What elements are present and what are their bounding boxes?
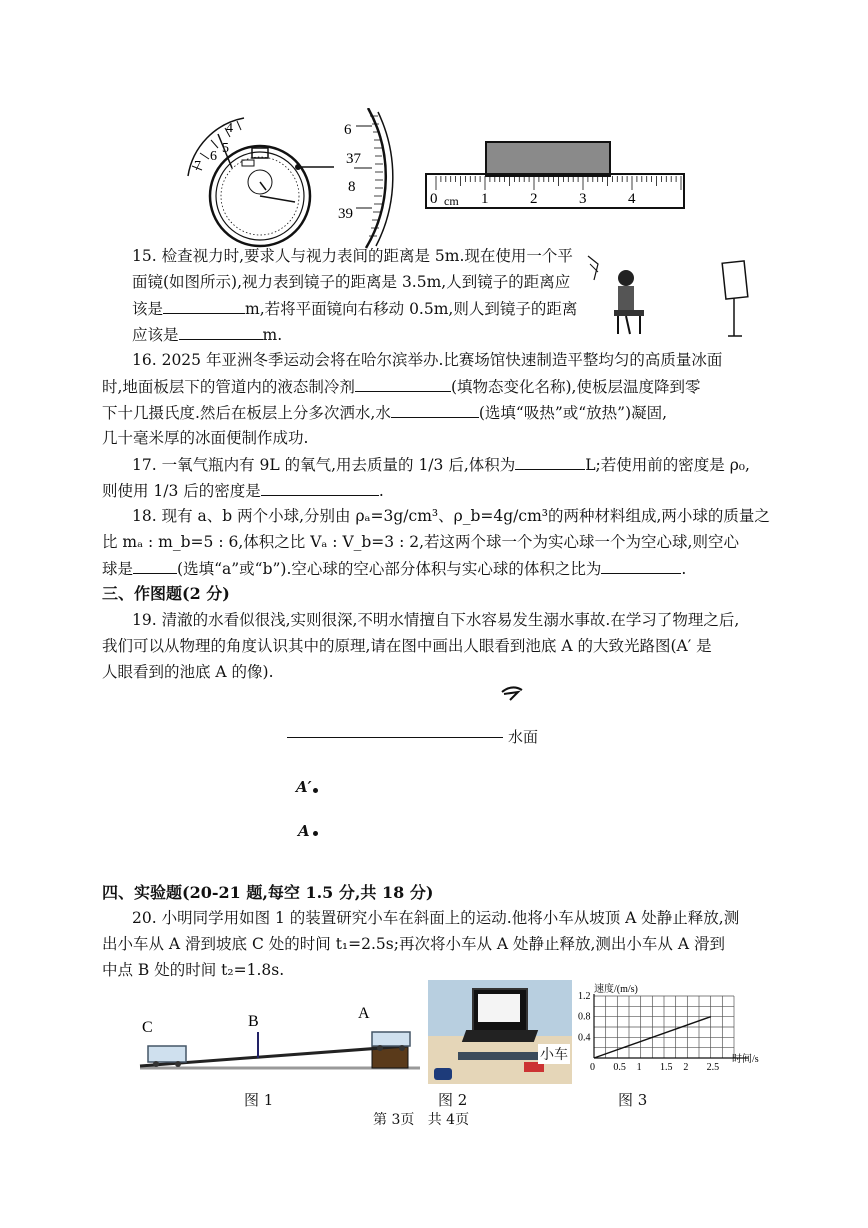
q17-line-2-b: . bbox=[378, 482, 384, 500]
ruler-label-2: 2 bbox=[530, 191, 538, 207]
q16-line-3-b: (选填“吸热”或“放热”)凝固, bbox=[478, 404, 668, 422]
q20-line-2: 出小车从 A 滑到坡底 C 处的时间 t₁=2.5s;再次将小车从 A 处静止释放,测出小车从 A 滑到 bbox=[102, 935, 725, 953]
q19-line-3: 人眼看到的池底 A 的像). bbox=[102, 663, 274, 681]
q16-blank-2[interactable] bbox=[391, 399, 479, 418]
q15-line-2: 面镜(如图所示),视力表到镜子的距离是 3.5m,人到镜子的距离应 bbox=[132, 273, 571, 291]
ruler-label-3: 3 bbox=[579, 191, 587, 207]
chart-x-tick-label: 0 bbox=[590, 1062, 595, 1073]
q17-line-1-a: 17. 一氧气瓶内有 9L 的氧气,用去质量的 1/3 后,体积为 bbox=[132, 456, 516, 474]
chart-x-tick-label: 1.5 bbox=[660, 1062, 673, 1073]
q15-blank-1[interactable] bbox=[163, 295, 245, 314]
stopwatch-figure bbox=[180, 108, 396, 250]
chart-x-tick-label: 2 bbox=[683, 1062, 689, 1073]
chart-x-tick-label: 0.5 bbox=[613, 1062, 626, 1073]
image-point-label: A′ bbox=[296, 778, 312, 796]
incline-label-a: A bbox=[358, 1005, 370, 1022]
q18-line-3-c: . bbox=[681, 560, 687, 578]
q18-line-3-b: (选填“a”或“b”).空心球的空心部分体积与实心球的体积之比为 bbox=[177, 560, 602, 578]
incline-label-c: C bbox=[142, 1019, 153, 1036]
incline-label-b: B bbox=[248, 1013, 259, 1030]
ruler-label-4: 4 bbox=[628, 191, 636, 207]
water-surface-label: 水面 bbox=[508, 728, 539, 746]
outer-scale-8: 8 bbox=[348, 179, 356, 195]
chart-x-tick-label: 2.5 bbox=[706, 1062, 720, 1073]
ruler-body bbox=[426, 174, 684, 208]
q15-line-3-b: m,若将平面镜向右移动 0.5m,则人到镜子的距离 bbox=[245, 300, 578, 318]
q16-line-2-a: 时,地面板层下的管道内的液态制冷剂 bbox=[102, 378, 355, 396]
laptop-base bbox=[462, 1030, 538, 1042]
q15-line-4-b: m. bbox=[262, 326, 283, 344]
q16-line-2 bbox=[102, 373, 700, 400]
section-4-heading: 四、实验题(20-21 题,每空 1.5 分,共 18 分) bbox=[102, 883, 434, 902]
q16-line-3-a: 下十几摄氏度.然后在板层上分多次洒水,水 bbox=[102, 404, 391, 422]
ruler-label-1: 1 bbox=[481, 191, 489, 207]
image-point-dot bbox=[313, 788, 318, 793]
outer-scale-6: 6 bbox=[344, 122, 352, 138]
water-surface-line bbox=[287, 737, 503, 738]
q17-blank-1[interactable] bbox=[515, 451, 585, 470]
figure-2-caption: 图 2 bbox=[438, 1091, 468, 1109]
q16-line-4: 几十毫米厚的冰面便制作成功. bbox=[102, 429, 309, 447]
inner-scale-4: 4 bbox=[226, 121, 233, 136]
chart-y-tick-label: 0.4 bbox=[578, 1032, 591, 1044]
object-point-dot bbox=[313, 831, 318, 836]
q15-blank-2[interactable] bbox=[179, 321, 263, 340]
q15-line-3 bbox=[132, 295, 577, 322]
q16-line-3 bbox=[102, 399, 667, 426]
q17-line-1 bbox=[132, 451, 750, 478]
q18-line-1: 18. 现有 a、b 两个小球,分别由 ρₐ=3g/cm³、ρ_b=4g/cm³的两种材料组成,两小球的质量之 bbox=[132, 507, 770, 525]
q15-line-3-a: 该是 bbox=[132, 300, 164, 318]
q15-line-1: 15. 检查视力时,要求人与视力表间的距离是 5m.现在使用一个平 bbox=[132, 247, 573, 265]
inner-scale-7: 7 bbox=[194, 159, 201, 174]
q18-line-2: 比 mₐ : m_b=5 : 6,体积之比 Vₐ : V_b=3 : 2,若这两个球一个为实心球一个为空心球,则空心 bbox=[102, 533, 739, 551]
q20-line-1: 20. 小明同学用如图 1 的装置研究小车在斜面上的运动.他将小车从坡顶 A 处静止释放,测 bbox=[132, 909, 740, 927]
q17-line-2 bbox=[102, 477, 384, 504]
q17-blank-2[interactable] bbox=[261, 477, 379, 496]
vt-chart bbox=[574, 982, 770, 1092]
chart-y-tick-label: 0.8 bbox=[578, 1011, 591, 1023]
cart-at-a bbox=[372, 1032, 410, 1046]
q15-line-4 bbox=[132, 321, 282, 348]
outer-scale-39: 39 bbox=[338, 206, 353, 222]
experiment-photo bbox=[428, 980, 572, 1084]
chart-x-tick-label: 1 bbox=[636, 1062, 642, 1073]
q16-line-2-b: (填物态变化名称),使板层温度降到零 bbox=[450, 378, 701, 396]
chart-ylabel: 速度/(m/s) bbox=[594, 984, 638, 995]
q15-line-4-a: 应该是 bbox=[132, 326, 179, 344]
q16-line-1: 16. 2025 年亚洲冬季运动会将在哈尔滨举办.比赛场馆快速制造平整均匀的高质量冰面 bbox=[132, 351, 723, 369]
chart-y-tick-label: 1.2 bbox=[578, 991, 591, 1002]
q17-line-1-b: L;若使用前的密度是 ρ₀, bbox=[585, 456, 750, 474]
q20-line-3: 中点 B 处的时间 t₂=1.8s. bbox=[102, 961, 285, 979]
eye-test-figure bbox=[584, 250, 754, 342]
q19-line-1: 19. 清澈的水看似很浅,实则很深,不明水情擅自下水容易发生溺水事故.在学习了物理之后, bbox=[132, 611, 740, 629]
ruler-label-0: 0 bbox=[430, 191, 438, 207]
incline-figure bbox=[136, 996, 424, 1076]
cart-at-c bbox=[148, 1046, 186, 1062]
ruler-figure bbox=[424, 138, 688, 212]
q19-line-2: 我们可以从物理的角度认识其中的原理,请在图中画出人眼看到池底 A 的大致光路图(A′ 是 bbox=[102, 637, 712, 655]
q16-blank-1[interactable] bbox=[355, 373, 451, 392]
q18-line-3-a: 球是 bbox=[102, 560, 134, 578]
figure-1-caption: 图 1 bbox=[244, 1091, 274, 1109]
q18-blank-1[interactable] bbox=[133, 555, 177, 574]
photo-sensor bbox=[434, 1068, 452, 1080]
object-point-label: A bbox=[298, 822, 310, 840]
q17-line-2-a: 则使用 1/3 后的密度是 bbox=[102, 482, 261, 500]
figure-3-caption: 图 3 bbox=[618, 1091, 648, 1109]
q18-blank-2[interactable] bbox=[601, 555, 681, 574]
inner-scale-6: 6 bbox=[210, 149, 217, 164]
photo-cart-label: 小车 bbox=[538, 1044, 570, 1064]
laptop-screen-inner bbox=[478, 994, 520, 1022]
eye-icon bbox=[500, 684, 524, 704]
inner-scale-5: 5 bbox=[222, 141, 229, 156]
page-footer: 第 3页 共 4页 bbox=[373, 1112, 470, 1128]
section-3-heading: 三、作图题(2 分) bbox=[102, 584, 230, 603]
ruler-unit: cm bbox=[444, 194, 459, 208]
outer-scale-37: 37 bbox=[346, 151, 361, 167]
q18-line-3 bbox=[102, 555, 686, 582]
chart-xlabel: 时间/s bbox=[732, 1054, 759, 1065]
measured-block bbox=[486, 142, 610, 176]
